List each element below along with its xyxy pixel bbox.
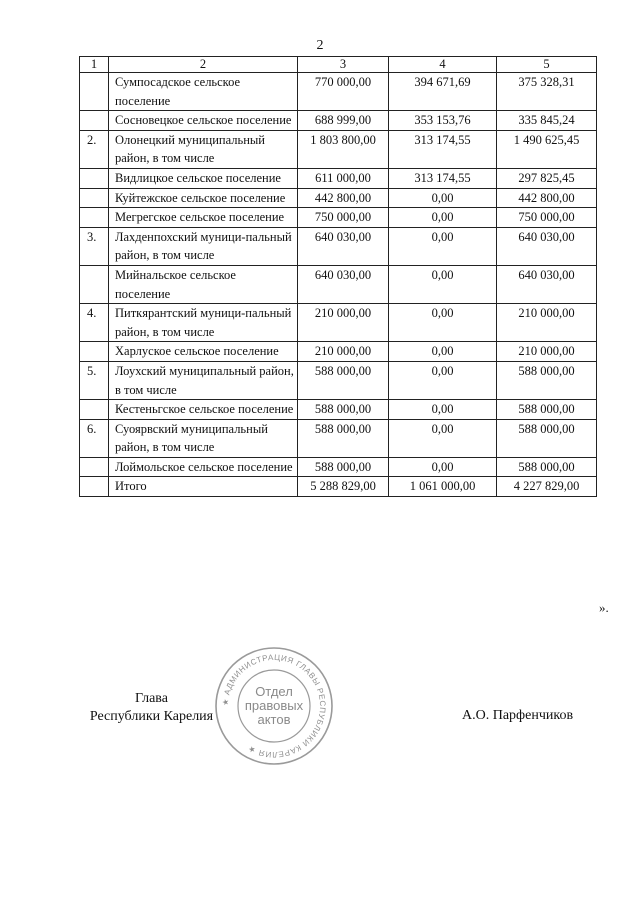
row-col3: 640 030,00: [298, 265, 389, 303]
row-col5: 588 000,00: [497, 361, 597, 399]
signatory-title-line2: Республики Карелия: [89, 709, 214, 724]
row-name: Сосновецкое сельское поселение: [109, 111, 298, 131]
row-col4: 0,00: [389, 419, 497, 457]
row-col3: 770 000,00: [298, 73, 389, 111]
table-row: [80, 111, 597, 131]
row-number: 6.: [80, 419, 109, 457]
row-col4: 0,00: [389, 188, 497, 208]
row-col3: 750 000,00: [298, 208, 389, 228]
row-col5: 588 000,00: [497, 400, 597, 420]
row-col4: 353 153,76: [389, 111, 497, 131]
page-number: 2: [316, 38, 324, 53]
total-num-cell: [80, 477, 109, 497]
row-name: Лоймольское сельское поселение: [109, 457, 298, 477]
row-col5: 1 490 625,45: [497, 130, 597, 168]
table-row: [80, 227, 597, 265]
row-number: 2.: [80, 130, 109, 168]
header-cell: 5: [497, 57, 597, 73]
header-cell: 4: [389, 57, 497, 73]
stamp-line3: актов: [257, 712, 291, 727]
row-number: [80, 400, 109, 420]
total-col5: 4 227 829,00: [497, 477, 597, 497]
row-col4: 0,00: [389, 361, 497, 399]
row-col3: 688 999,00: [298, 111, 389, 131]
row-col3: 588 000,00: [298, 361, 389, 399]
row-col4: 313 174,55: [389, 130, 497, 168]
row-name: Суоярвский муниципальный район, в том числе: [109, 419, 298, 457]
stamp-line2: правовых: [244, 698, 304, 713]
signatory-title-line1: Глава: [135, 691, 168, 706]
row-name: Харлуское сельское поселение: [109, 342, 298, 362]
row-number: [80, 111, 109, 131]
row-number: 4.: [80, 304, 109, 342]
table-row: [80, 265, 597, 303]
row-number: [80, 188, 109, 208]
row-col3: 210 000,00: [298, 304, 389, 342]
table-row: [80, 400, 597, 420]
row-col5: 210 000,00: [497, 342, 597, 362]
stamp-ring-text: ★ АДМИНИСТРАЦИЯ ГЛАВЫ РЕСПУБЛИКИ КАРЕЛИЯ ★: [220, 652, 328, 760]
row-col3: 442 800,00: [298, 188, 389, 208]
row-col3: 210 000,00: [298, 342, 389, 362]
table-row: [80, 419, 597, 457]
row-number: [80, 457, 109, 477]
row-name: Сумпосадское сельское поселение: [109, 73, 298, 111]
row-col4: 0,00: [389, 265, 497, 303]
row-name: Мийнальское сельское поселение: [109, 265, 298, 303]
row-name: Олонецкий муниципальный район, в том числе: [109, 130, 298, 168]
table-row: [80, 342, 597, 362]
table-row: [80, 304, 597, 342]
row-col5: 750 000,00: [497, 208, 597, 228]
row-col4: 394 671,69: [389, 73, 497, 111]
row-name: Лоухский муниципальный район, в том числе: [109, 361, 298, 399]
row-col3: 1 803 800,00: [298, 130, 389, 168]
total-row: [80, 477, 597, 497]
row-col3: 588 000,00: [298, 400, 389, 420]
table-body: [80, 73, 597, 477]
row-col5: 588 000,00: [497, 419, 597, 457]
stamp-line1: Отдел: [255, 684, 293, 699]
row-col4: 0,00: [389, 304, 497, 342]
table-row: [80, 457, 597, 477]
signatory-name: А.О. Парфенчиков: [462, 708, 574, 723]
row-col3: 588 000,00: [298, 419, 389, 457]
row-col3: 640 030,00: [298, 227, 389, 265]
row-col4: 0,00: [389, 342, 497, 362]
table-row: [80, 130, 597, 168]
row-name: Куйтежское сельское поселение: [109, 188, 298, 208]
closing-quote: ».: [599, 600, 609, 615]
header-cell: 3: [298, 57, 389, 73]
row-col5: 442 800,00: [497, 188, 597, 208]
row-col3: 588 000,00: [298, 457, 389, 477]
row-name: Мегрегское сельское поселение: [109, 208, 298, 228]
table-row: [80, 73, 597, 111]
row-name: Кестеньгское сельское поселение: [109, 400, 298, 420]
row-name: Лахденпохский муници-пальный район, в том числе: [109, 227, 298, 265]
official-stamp: [212, 644, 336, 768]
row-col4: 0,00: [389, 227, 497, 265]
row-number: 5.: [80, 361, 109, 399]
allocation-table: [79, 56, 597, 497]
total-col3: 5 288 829,00: [298, 477, 389, 497]
row-number: [80, 168, 109, 188]
total-col4: 1 061 000,00: [389, 477, 497, 497]
row-number: [80, 342, 109, 362]
row-col5: 588 000,00: [497, 457, 597, 477]
row-col5: 297 825,45: [497, 168, 597, 188]
signatory-title: [84, 690, 219, 726]
table-row: [80, 208, 597, 228]
row-col5: 640 030,00: [497, 227, 597, 265]
total-label: Итого: [109, 477, 298, 497]
table-row: [80, 361, 597, 399]
row-col5: 335 845,24: [497, 111, 597, 131]
row-col4: 313 174,55: [389, 168, 497, 188]
header-cell: 2: [109, 57, 298, 73]
row-col4: 0,00: [389, 208, 497, 228]
row-col4: 0,00: [389, 400, 497, 420]
header-cell: 1: [80, 57, 109, 73]
table-row: [80, 168, 597, 188]
table-row: [80, 188, 597, 208]
row-number: 3.: [80, 227, 109, 265]
row-col4: 0,00: [389, 457, 497, 477]
row-name: Питкярантский муници-пальный район, в том числе: [109, 304, 298, 342]
row-col3: 611 000,00: [298, 168, 389, 188]
row-name: Видлицкое сельское поселение: [109, 168, 298, 188]
row-number: [80, 265, 109, 303]
table-header-row: [80, 57, 597, 73]
row-number: [80, 73, 109, 111]
row-number: [80, 208, 109, 228]
row-col5: 375 328,31: [497, 73, 597, 111]
row-col5: 640 030,00: [497, 265, 597, 303]
row-col5: 210 000,00: [497, 304, 597, 342]
